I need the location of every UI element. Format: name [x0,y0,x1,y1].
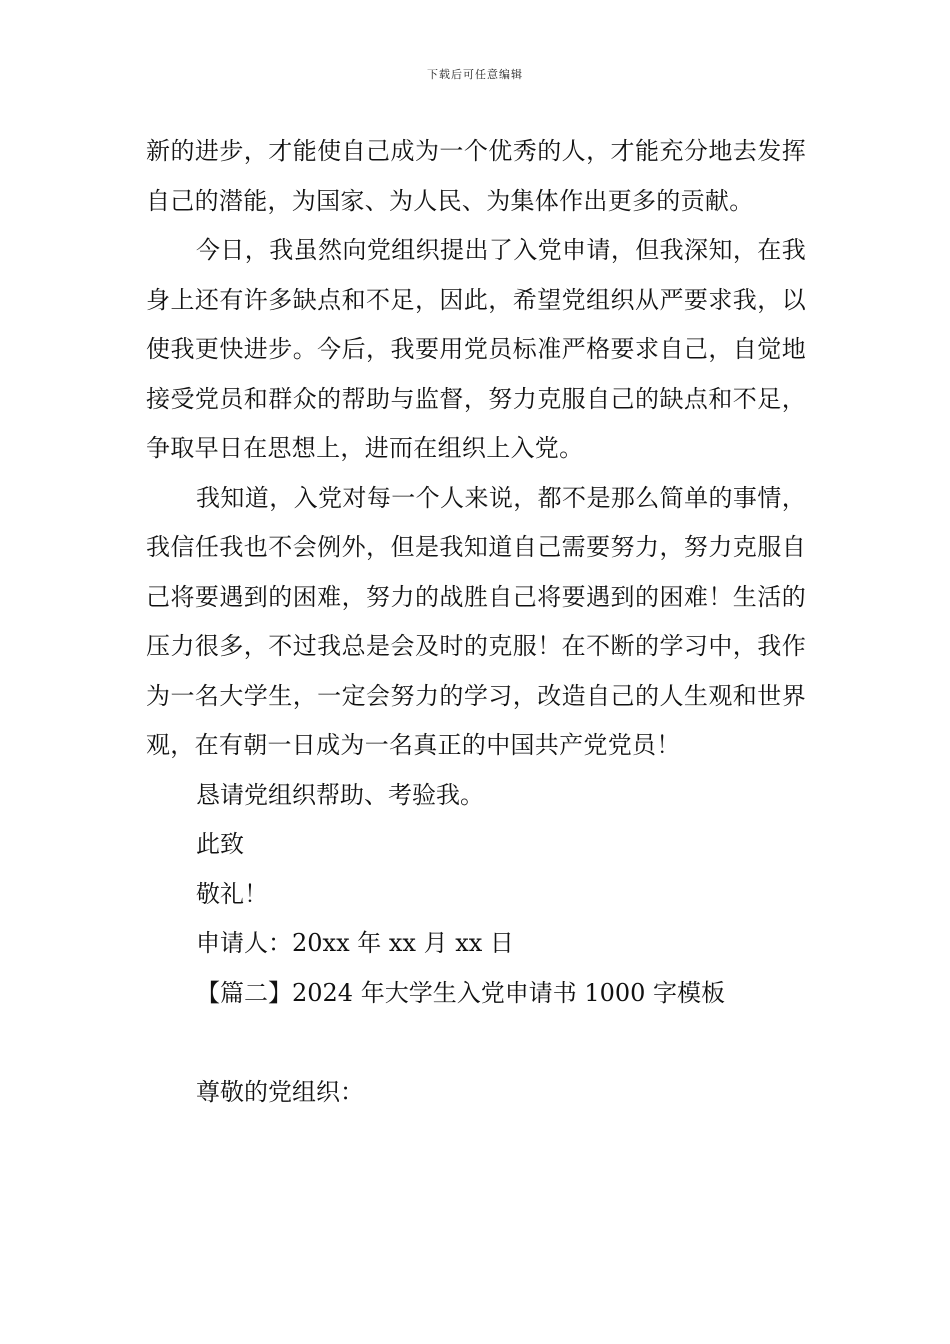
applicant-signature-date: 申请人：20xx 年 xx 月 xx 日 [196,929,514,957]
paragraph-commitment: 我知道，入党对每一个人来说，都不是那么简单的事情，我信任我也不会例外，但是我知道自己需要努力，努力克服自己将要遇到的困难，努力的战胜自己将要遇到的困难！生活的压力很多，不过我总是会及时的克服！在不断的学习中，我作为一名大学生，一定会努力的学习，改造自己的人生观和世界观，在有朝一日成为一名真正的中国共产党党员！ [146,483,806,759]
paragraph-self-improvement: 今日，我虽然向党组织提出了入党申请，但我深知，在我身上还有许多缺点和不足，因此，希望党组织从严要求我，以使我更快进步。今后，我要用党员标准严格要求自己，自觉地接受党员和群众的帮助与监督，努力克服自己的缺点和不足，争取早日在思想上，进而在组织上入党。 [146,236,806,462]
page-header: 下载后可任意编辑 [427,68,523,81]
closing-request: 恳请党组织帮助、考验我。 [196,780,484,809]
salutation-regards: 敬礼！ [196,879,268,908]
section-title: 【篇二】2024 年大学生入党申请书 1000 字模板 [196,978,726,1007]
blank-line [146,1018,806,1068]
paragraph-continuation: 新的进步，才能使自己成为一个优秀的人，才能充分地去发挥自己的潜能，为国家、为人民、为集体作出更多的贡献。 [146,137,806,215]
greeting: 尊敬的党组织： [196,1077,364,1106]
salutation-respect: 此致 [196,830,244,858]
document-body [146,127,806,1117]
